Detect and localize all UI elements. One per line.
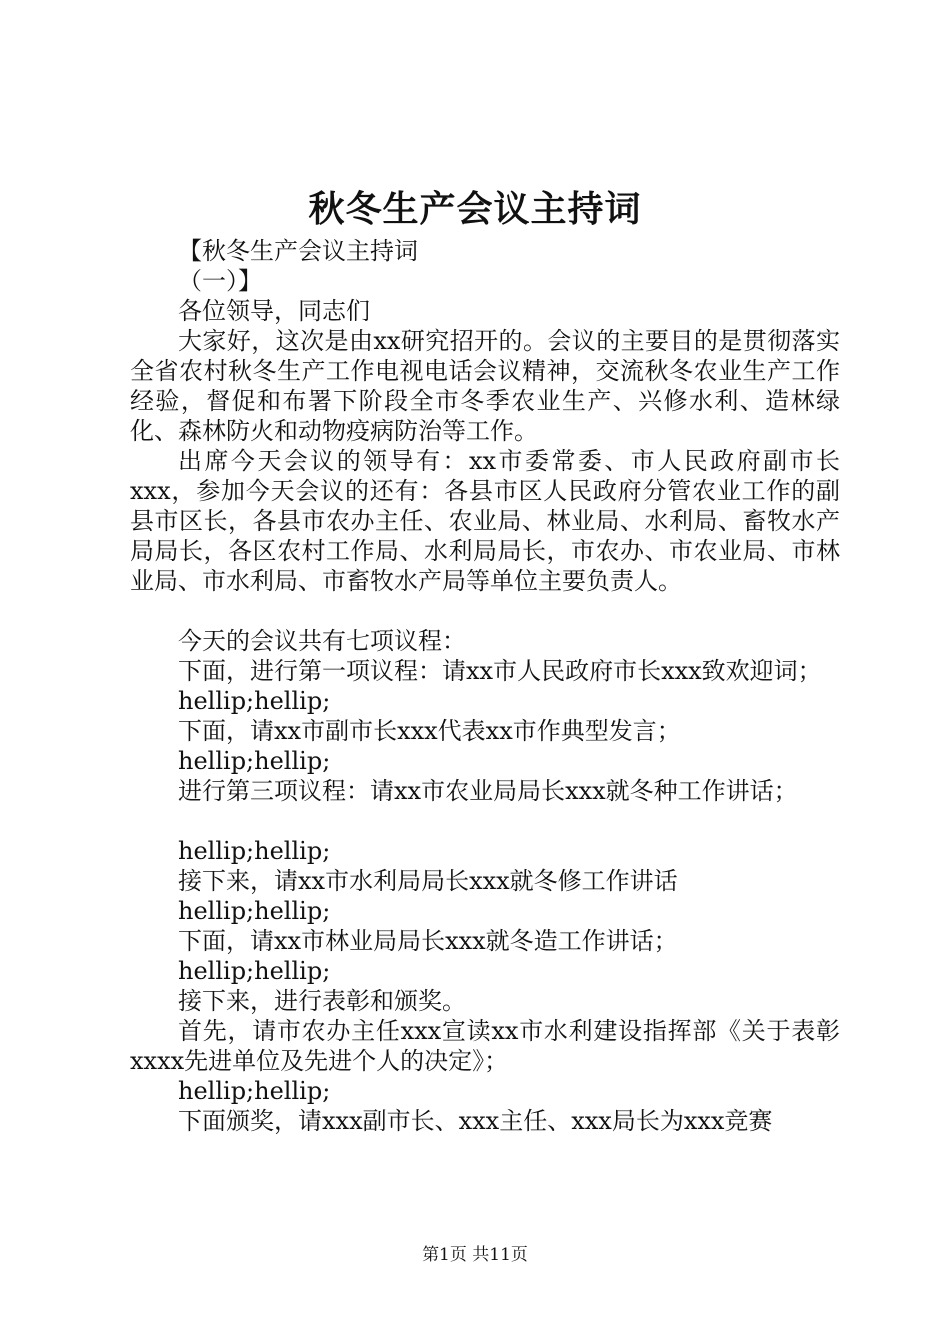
paragraph-agenda-intro: 今天的会议共有七项议程： [178,627,466,655]
paragraph-greeting: 各位领导，同志们 [178,297,370,325]
paragraph-awards-reading: 首先，请市农办主任xxx宣读xx市水利建设指挥部《关于表彰xxxx先进单位及先进个人的决定》； [130,1017,840,1075]
paragraph-spacer [130,806,840,836]
paragraph-agenda-4: 接下来，请xx市水利局局长xxx就冬修工作讲话 [178,867,678,895]
paragraph-agenda-1: 下面，进行第一项议程：请xx市人民政府市长xxx致欢迎词； [178,657,822,685]
paragraph-agenda-2: 下面，请xx市副市长xxx代表xx市作典型发言； [178,717,681,745]
paragraph-spacer [130,596,840,626]
paragraph-awards-presentation: 下面颁奖，请xxx副市长、xxx主任、xxx局长为xxx竞赛 [178,1107,773,1135]
paragraph-heading-1: 【秋冬生产会议主持词 [178,237,418,265]
paragraph-attendees: 出席今天会议的领导有：xx市委常委、市人民政府副市长xxx，参加今天会议的还有：各县市区人民政府分管农业工作的副县市区长，各县市农办主任、农业局、林业局、水利局、畜牧水产局局长，各区农村工作局、水利局局长，市农办、市农业局、市林业局、市水利局、市畜牧水产局等单位主要负责人。 [130,447,840,595]
paragraph-purpose: 大家好，这次是由xx研究招开的。会议的主要目的是贯彻落实全省农村秋冬生产工作电视电话会议精神，交流秋冬农业生产工作经验，督促和布署下阶段全市冬季农业生产、兴修水利、造林绿化、森林防火和动物疫病防治等工作。 [130,327,840,445]
paragraph-agenda-3: 进行第三项议程：请xx市农业局局长xxx就冬种工作讲话； [178,777,798,805]
paragraph-agenda-5: 下面，请xx市林业局局长xxx就冬造工作讲话； [178,927,678,955]
paragraph-awards-intro: 接下来，进行表彰和颁奖。 [178,987,466,1015]
paragraph-ellipsis: hellip;hellip; [178,1077,331,1105]
paragraph-heading-2: （一）】 [178,267,262,295]
paragraph-ellipsis: hellip;hellip; [178,957,331,985]
paragraph-ellipsis: hellip;hellip; [178,747,331,775]
paragraph-ellipsis: hellip;hellip; [178,687,331,715]
page-number-footer: 第1页 共11页 [422,1245,528,1265]
paragraph-ellipsis: hellip;hellip; [178,897,331,925]
paragraph-ellipsis: hellip;hellip; [178,837,331,865]
document-title: 秋冬生产会议主持词 [308,188,642,230]
document-body [130,236,840,1136]
